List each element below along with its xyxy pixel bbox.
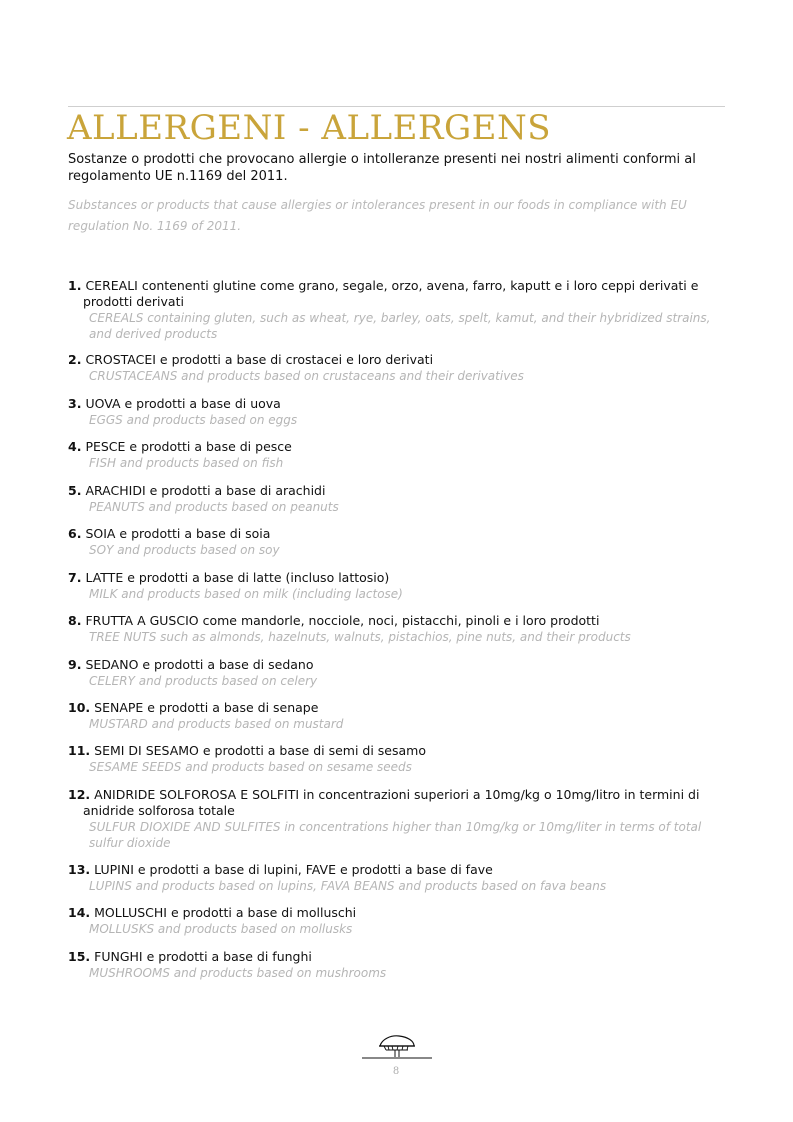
- allergen-number: 2.: [68, 352, 82, 367]
- allergen-text-en: EGGS and products based on eggs: [89, 413, 298, 427]
- allergen-text-en: TREE NUTS such as almonds, hazelnuts, walnuts, pistachios, pine nuts, and their products: [89, 630, 631, 644]
- allergen-text-en: PEANUTS and products based on peanuts: [89, 500, 339, 514]
- page-title: ALLERGENI - ALLERGENS: [67, 108, 552, 148]
- allergen-item-8: [68, 613, 728, 645]
- allergen-item-6: [68, 526, 728, 558]
- intro-italian: Sostanze o prodotti che provocano allergie o intolleranze presenti nei nostri alimenti conformi al regolamento UE n.1169 del 2011.: [68, 152, 696, 184]
- allergen-text-it: MOLLUSCHI e prodotti a base di molluschi: [94, 905, 357, 920]
- allergen-item-3: [68, 396, 728, 428]
- allergen-number: 6.: [68, 526, 82, 541]
- allergen-number: 9.: [68, 657, 82, 672]
- allergen-text-it: SENAPE e prodotti a base di senape: [94, 700, 319, 715]
- allergen-text-it: CROSTACEI e prodotti a base di crostacei e loro derivati: [85, 352, 434, 367]
- allergen-item-13: [68, 862, 728, 894]
- allergen-number: 8.: [68, 613, 82, 628]
- allergen-text-it: SOIA e prodotti a base di soia: [85, 526, 271, 541]
- allergen-item-9: [68, 657, 728, 689]
- allergen-item-15: [68, 949, 728, 981]
- tree-logo-icon: [362, 1030, 432, 1062]
- allergen-number: 1.: [68, 278, 82, 293]
- allergen-number: 5.: [68, 483, 82, 498]
- allergen-text-en: FISH and products based on fish: [89, 456, 284, 470]
- allergen-text-en: CEREALS containing gluten, such as wheat, rye, barley, oats, spelt, kamut, and their hybridized strains, and derived products: [89, 311, 711, 341]
- allergen-text-en: LUPINS and products based on lupins, FAVA BEANS and products based on fava beans: [89, 879, 607, 893]
- allergen-text-it: SEMI DI SESAMO e prodotti a base di semi di sesamo: [94, 743, 426, 758]
- allergen-text-it: PESCE e prodotti a base di pesce: [85, 439, 292, 454]
- allergen-number: 12.: [68, 787, 91, 802]
- allergen-text-en: MUSHROOMS and products based on mushrooms: [89, 966, 387, 980]
- allergen-text-en: CRUSTACEANS and products based on crustaceans and their derivatives: [89, 369, 524, 383]
- allergen-text-it: ANIDRIDE SOLFOROSA E SOLFITI in concentrazioni superiori a 10mg/kg o 10mg/litro in termini di anidride solforosa totale: [83, 787, 700, 818]
- allergen-text-it: FRUTTA A GUSCIO come mandorle, nocciole, noci, pistacchi, pinoli e i loro prodotti: [85, 613, 600, 628]
- allergen-number: 4.: [68, 439, 82, 454]
- allergen-number: 14.: [68, 905, 91, 920]
- allergen-item-14: [68, 905, 728, 937]
- header-rule: [68, 106, 725, 107]
- allergen-text-it: FUNGHI e prodotti a base di funghi: [94, 949, 312, 964]
- page-number: 8: [392, 1066, 400, 1077]
- allergen-item-10: [68, 700, 728, 732]
- allergen-text-it: LATTE e prodotti a base di latte (incluso lattosio): [85, 570, 390, 585]
- allergen-text-it: ARACHIDI e prodotti a base di arachidi: [85, 483, 326, 498]
- allergen-item-12: [68, 787, 728, 851]
- allergen-text-en: SOY and products based on soy: [89, 543, 280, 557]
- allergen-text-en: SESAME SEEDS and products based on sesame seeds: [89, 760, 412, 774]
- allergen-text-it: UOVA e prodotti a base di uova: [85, 396, 281, 411]
- allergen-item-1: [68, 278, 728, 342]
- allergen-number: 11.: [68, 743, 91, 758]
- allergen-text-it: SEDANO e prodotti a base di sedano: [85, 657, 314, 672]
- allergen-item-2: [68, 352, 728, 384]
- allergen-number: 7.: [68, 570, 82, 585]
- allergen-text-en: MOLLUSKS and products based on mollusks: [89, 922, 353, 936]
- allergen-item-4: [68, 439, 728, 471]
- allergen-text-en: MILK and products based on milk (including lactose): [89, 587, 403, 601]
- allergen-text-en: CELERY and products based on celery: [89, 674, 318, 688]
- allergen-number: 10.: [68, 700, 91, 715]
- allergen-text-it: LUPINI e prodotti a base di lupini, FAVE e prodotti a base di fave: [94, 862, 493, 877]
- allergen-number: 3.: [68, 396, 82, 411]
- allergen-text-it: CEREALI contenenti glutine come grano, segale, orzo, avena, farro, kaputt e i loro ceppi derivati e prodotti derivati: [83, 278, 699, 309]
- intro-english: Substances or products that cause allergies or intolerances present in our foods in compliance with EU regulation No. 1169 of 2011.: [68, 198, 687, 233]
- allergen-number: 15.: [68, 949, 91, 964]
- allergen-text-en: SULFUR DIOXIDE AND SULFITES in concentrations higher than 10mg/kg or 10mg/liter in terms of total sulfur dioxide: [89, 820, 702, 850]
- allergen-item-5: [68, 483, 728, 515]
- allergen-number: 13.: [68, 862, 91, 877]
- allergen-item-11: [68, 743, 728, 775]
- allergen-text-en: MUSTARD and products based on mustard: [89, 717, 344, 731]
- allergen-item-7: [68, 570, 728, 602]
